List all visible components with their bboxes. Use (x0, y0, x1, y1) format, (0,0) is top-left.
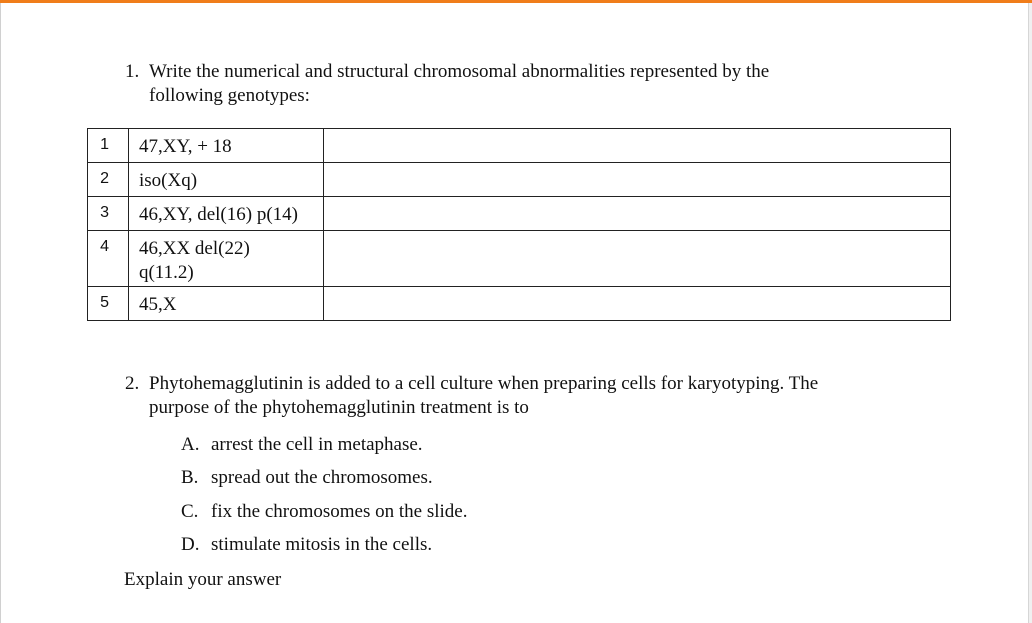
question-2-number: 2. (125, 373, 140, 394)
genotype-table (87, 128, 951, 321)
answer-cell[interactable] (323, 197, 950, 231)
answer-cell[interactable] (323, 287, 950, 321)
genotype-text: 46,XY, del(16) p(14) (138, 204, 298, 225)
genotype-cell (128, 129, 323, 163)
question-1-line-2: following genotypes: (149, 85, 310, 106)
question-1 (125, 60, 885, 110)
row-index: 1 (88, 129, 129, 163)
question-1-line-1: Write the numerical and structural chromosomal abnormalities represented by the (149, 61, 770, 82)
genotype-text-continued: q(11.2) (138, 262, 194, 283)
genotype-cell (128, 197, 323, 231)
table-row (88, 287, 951, 321)
table-row (88, 163, 951, 197)
question-1-number: 1. (125, 61, 140, 82)
table-row (88, 197, 951, 231)
genotype-cell (128, 163, 323, 197)
genotype-text: iso(Xq) (138, 170, 198, 191)
genotype-cell (128, 287, 323, 321)
answer-cell[interactable] (323, 163, 950, 197)
option-letter: D. (181, 534, 200, 555)
document-page (0, 3, 1028, 623)
genotype-text: 46,XX del(22) (138, 238, 250, 259)
option-letter: C. (181, 501, 199, 522)
option-text: fix the chromosomes on the slide. (211, 501, 468, 522)
question-1-text (149, 60, 769, 108)
option-text: spread out the chromosomes. (211, 467, 433, 488)
table-row (88, 129, 951, 163)
question-2-text (149, 372, 818, 420)
genotype-cell (128, 231, 323, 287)
question-2-line-2: purpose of the phytohemagglutinin treatment is to (149, 397, 529, 418)
scrollbar-track[interactable] (1028, 3, 1032, 623)
genotype-text: 45,X (138, 294, 177, 315)
explain-prompt: Explain your answer (124, 569, 282, 590)
row-index: 5 (88, 287, 129, 321)
option-text: stimulate mitosis in the cells. (211, 534, 433, 555)
answer-cell[interactable] (323, 129, 950, 163)
row-index: 4 (88, 231, 129, 287)
question-2-line-1: Phytohemagglutinin is added to a cell culture when preparing cells for karyotyping. The (149, 373, 819, 394)
question-2 (125, 372, 925, 422)
option-text: arrest the cell in metaphase. (211, 434, 423, 455)
option-letter: A. (181, 434, 200, 455)
answer-cell[interactable] (323, 231, 950, 287)
row-index: 2 (88, 163, 129, 197)
genotype-text: 47,XY, + 18 (138, 136, 232, 157)
table-row (88, 231, 951, 287)
option-letter: B. (181, 467, 199, 488)
row-index: 3 (88, 197, 129, 231)
